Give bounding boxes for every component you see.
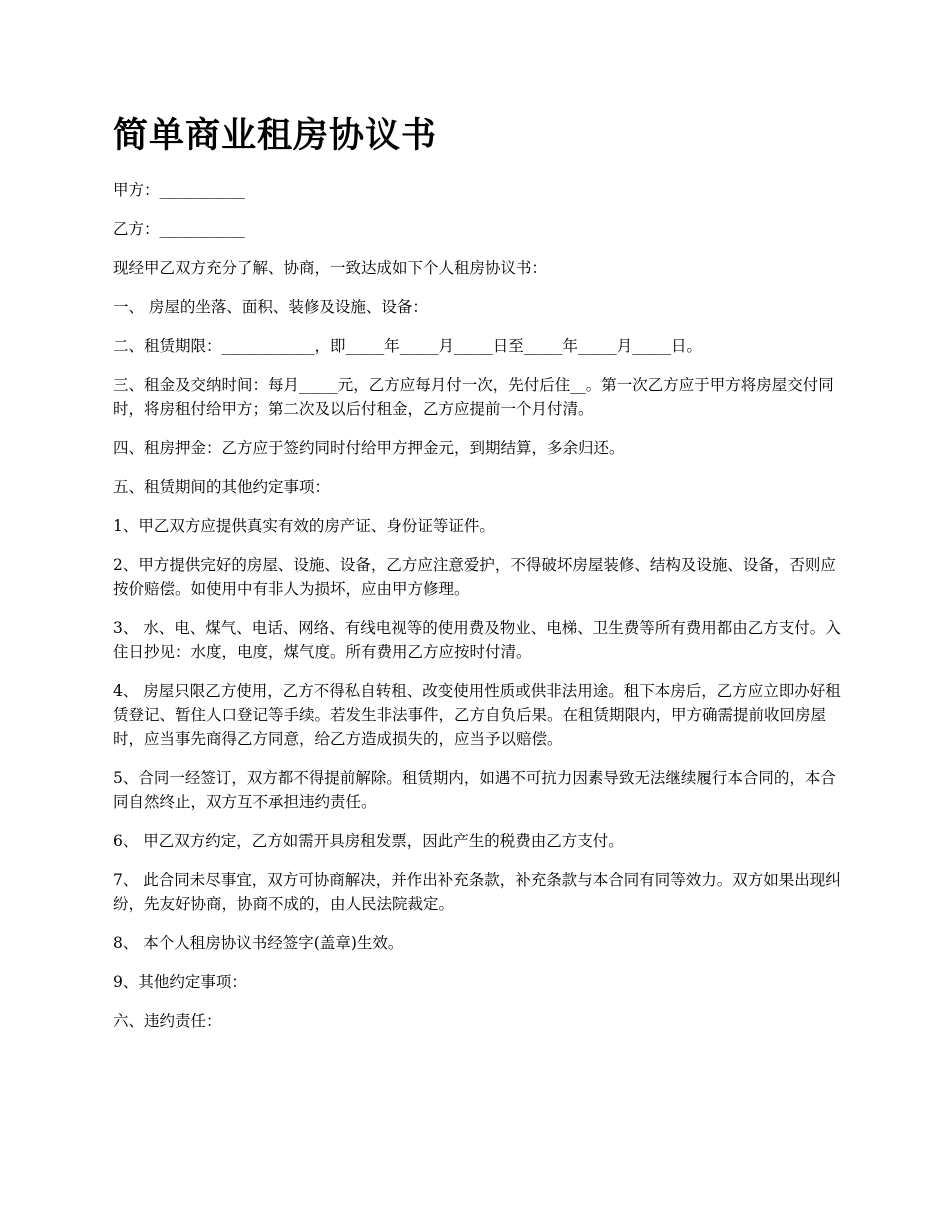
clause-1-premises: 一、 房屋的坐落、面积、装修及设施、设备：	[113, 298, 428, 316]
party-b-line: 乙方：___________	[113, 220, 245, 238]
item-5-termination: 5、合同一经签订，双方都不得提前解除。租赁期内，如遇不可抗力因素导致无法继续履行本合同的，本合同自然终止，双方互不承担违约责任。	[113, 769, 836, 811]
item-7-disputes: 7、 此合同未尽事宜，双方可协商解决，并作出补充条款，补充条款与本合同有同等效力。双方如果出现纠纷，先友好协商，协商不成的，由人民法院裁定。	[113, 871, 841, 913]
item-9-other: 9、其他约定事项：	[113, 973, 247, 991]
clause-5-heading: 五、租赁期间的其他约定事项：	[113, 478, 331, 496]
preamble-paragraph: 现经甲乙双方充分了解、协商，一致达成如下个人租房协议书：	[113, 259, 548, 277]
document-title: 简单商业租房协议书	[113, 116, 438, 156]
item-3-utilities: 3、 水、电、煤气、电话、网络、有线电视等的使用费及物业、电梯、卫生费等所有费用都由乙方支付。入住日抄见：水度，电度，煤气度。所有费用乙方应按时付清。	[113, 619, 841, 661]
document-body	[113, 178, 847, 1048]
item-8-effect: 8、 本个人租房协议书经签字(盖章)生效。	[113, 934, 404, 952]
party-a-line: 甲方：___________	[113, 181, 245, 199]
clause-3-rent: 三、租金及交纳时间：每月_____元，乙方应每月付一次，先付后住__。第一次乙方应于甲方将房屋交付同时，将房租付给甲方；第二次及以后付租金，乙方应提前一个月付清。	[113, 376, 834, 418]
clause-2-term: 二、租赁期限：____________，即_____年_____月_____日至_____年_____月_____日。	[113, 337, 703, 355]
clause-6-liability: 六、违约责任：	[113, 1012, 222, 1030]
item-2-facilities: 2、甲方提供完好的房屋、设施、设备，乙方应注意爱护，不得破坏房屋装修、结构及设施、设备，否则应按价赔偿。如使用中有非人为损坏，应由甲方修理。	[113, 556, 836, 598]
item-6-invoice: 6、 甲乙双方约定，乙方如需开具房租发票，因此产生的税费由乙方支付。	[113, 832, 624, 850]
item-1-documents: 1、甲乙双方应提供真实有效的房产证、身份证等证件。	[113, 517, 495, 535]
item-4-usage: 4、 房屋只限乙方使用，乙方不得私自转租、改变使用性质或供非法用途。租下本房后，乙方应立即办好租赁登记、暂住人口登记等手续。若发生非法事件，乙方自负后果。在租赁期限内，甲方确需提前收回房屋时，应当事先商得乙方同意，给乙方造成损失的，应当予以赔偿。	[113, 682, 841, 748]
clause-4-deposit: 四、租房押金：乙方应于签约同时付给甲方押金元，到期结算，多余归还。	[113, 439, 625, 457]
